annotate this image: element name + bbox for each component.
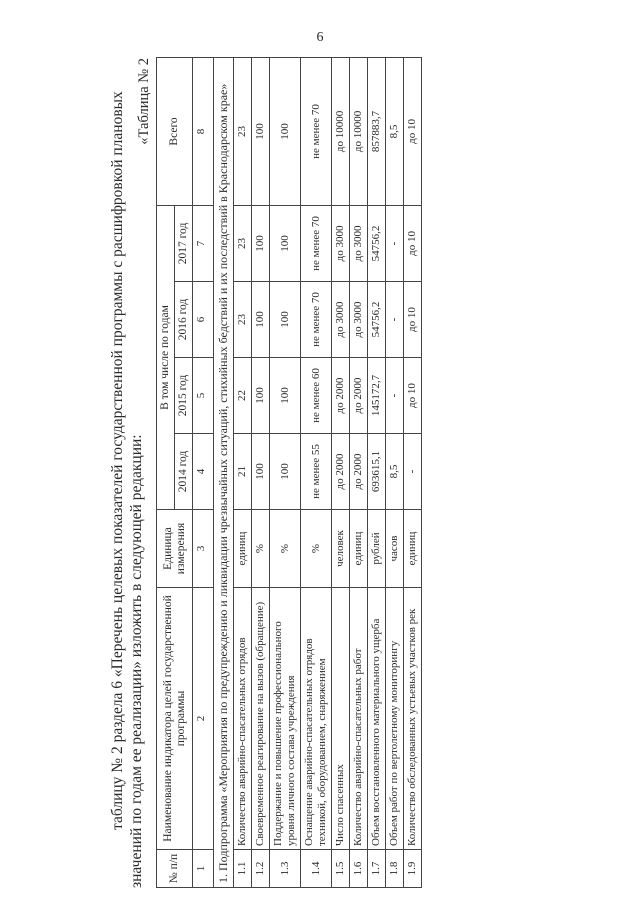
indicator-name: Количество аварийно-спасательных отрядов (234, 588, 252, 850)
value-2014: - (404, 434, 422, 510)
col-number: 2 (193, 588, 214, 850)
value-2017: не менее 70 (301, 205, 332, 281)
value-2015: 100 (270, 358, 301, 434)
indicator-name: Поддержание и повышение профессионального уровня личного состава учреждения (270, 588, 301, 850)
value-2016: 100 (252, 282, 270, 358)
col-number: 6 (193, 282, 214, 358)
table-row (368, 57, 386, 887)
header-num: № п/п (157, 850, 193, 888)
row-number: 1.1 (234, 850, 252, 888)
value-2016: 23 (234, 282, 252, 358)
value-total: 100 (270, 57, 301, 205)
value-total: 8,5 (386, 57, 404, 205)
indicator-name: Объем восстановленного материального ущерба (368, 588, 386, 850)
value-2014: 8,5 (386, 434, 404, 510)
value-2017: 100 (270, 205, 301, 281)
header-total: Всего (157, 57, 193, 205)
header-years-group: В том числе по годам (157, 205, 175, 509)
header-name: Наименование индикатора целей государственной программы (157, 588, 193, 850)
value-total: 100 (252, 57, 270, 205)
col-number: 3 (193, 510, 214, 588)
value-2014: 693615,1 (368, 434, 386, 510)
header-year-2017: 2017 год (175, 205, 193, 281)
row-number: 1.9 (404, 850, 422, 888)
intro-line-2: значений по годам ее реализации» изложить в следующей редакции: (128, 434, 145, 888)
value-2017: 54756,2 (368, 205, 386, 281)
value-2017: до 3000 (332, 205, 350, 281)
table-row (332, 57, 350, 887)
indicators-table (156, 57, 422, 888)
header-year-2014: 2014 год (175, 434, 193, 510)
value-2017: до 10 (404, 205, 422, 281)
unit: единиц (404, 510, 422, 588)
unit: % (270, 510, 301, 588)
value-2014: 100 (252, 434, 270, 510)
table-row (404, 57, 422, 887)
landscape-content (108, 58, 628, 888)
value-2014: до 2000 (350, 434, 368, 510)
value-2017: 23 (234, 205, 252, 281)
table-caption: «Таблица № 2 (136, 58, 152, 145)
value-2016: до 3000 (350, 282, 368, 358)
value-total: до 10000 (332, 57, 350, 205)
unit: рублей (368, 510, 386, 588)
unit: человек (332, 510, 350, 588)
value-2015: 22 (234, 358, 252, 434)
value-2016: 54756,2 (368, 282, 386, 358)
value-2016: - (386, 282, 404, 358)
unit: % (252, 510, 270, 588)
col-number: 8 (193, 57, 214, 205)
value-total: до 10000 (350, 57, 368, 205)
value-2015: 145172,7 (368, 358, 386, 434)
indicator-rows (234, 57, 422, 887)
value-total: не менее 70 (301, 57, 332, 205)
col-number: 7 (193, 205, 214, 281)
header-unit: Единица измерения (157, 510, 193, 588)
col-number: 4 (193, 434, 214, 510)
value-2016: не менее 70 (301, 282, 332, 358)
subprogram-row (214, 57, 234, 887)
table-row (252, 57, 270, 887)
table-row (350, 57, 368, 887)
page-number: 6 (316, 30, 324, 45)
value-2014: 100 (270, 434, 301, 510)
value-2017: до 3000 (350, 205, 368, 281)
value-2015: до 2000 (332, 358, 350, 434)
row-number: 1.3 (270, 850, 301, 888)
row-number: 1.4 (301, 850, 332, 888)
unit: единиц (350, 510, 368, 588)
unit: часов (386, 510, 404, 588)
value-2014: до 2000 (332, 434, 350, 510)
header-row (157, 57, 175, 887)
value-total: 857883,7 (368, 57, 386, 205)
row-number: 1.8 (386, 850, 404, 888)
table-row (301, 57, 332, 887)
col-number: 1 (193, 850, 214, 888)
value-2014: не менее 55 (301, 434, 332, 510)
value-2016: до 3000 (332, 282, 350, 358)
indicator-name: Своевременное реагирование на вызов (обращение) (252, 588, 270, 850)
intro-line-1: таблицу № 2 раздела 6 «Перечень целевых показателей государственной программы с расшифровкой плановых (109, 91, 126, 830)
value-2017: - (386, 205, 404, 281)
row-number: 1.2 (252, 850, 270, 888)
value-2016: 100 (270, 282, 301, 358)
value-2016: до 10 (404, 282, 422, 358)
value-2014: 21 (234, 434, 252, 510)
indicator-name: Оснащение аварийно-спасательных отрядов техникой, оборудованием, снаряжением (301, 588, 332, 850)
value-2015: до 2000 (350, 358, 368, 434)
row-number: 1.6 (350, 850, 368, 888)
table-row (386, 57, 404, 887)
row-number: 1.7 (368, 850, 386, 888)
indicator-name: Количество обследованных устьевых участков рек (404, 588, 422, 850)
indicator-name: Объем работ по вертолетному мониторингу (386, 588, 404, 850)
value-2015: до 10 (404, 358, 422, 434)
subprogram-title: 1. Подпрограмма «Мероприятия по предупреждению и ликвидации чрезвычайных ситуаций, стихийных бедствий и их последствий в Краснодарском крае» (214, 57, 234, 887)
value-2015: 100 (252, 358, 270, 434)
unit: единиц (234, 510, 252, 588)
unit: % (301, 510, 332, 588)
col-number: 5 (193, 358, 214, 434)
header-year-2015: 2015 год (175, 358, 193, 434)
table-row (234, 57, 252, 887)
row-number: 1.5 (332, 850, 350, 888)
value-total: 23 (234, 57, 252, 205)
header-year-2016: 2016 год (175, 282, 193, 358)
value-2015: - (386, 358, 404, 434)
value-total: до 10 (404, 57, 422, 205)
indicator-name: Число спасенных (332, 588, 350, 850)
column-numbers-row (193, 57, 214, 887)
value-2015: не менее 60 (301, 358, 332, 434)
value-2017: 100 (252, 205, 270, 281)
table-row (270, 57, 301, 887)
indicator-name: Количество аварийно-спасательных работ (350, 588, 368, 850)
